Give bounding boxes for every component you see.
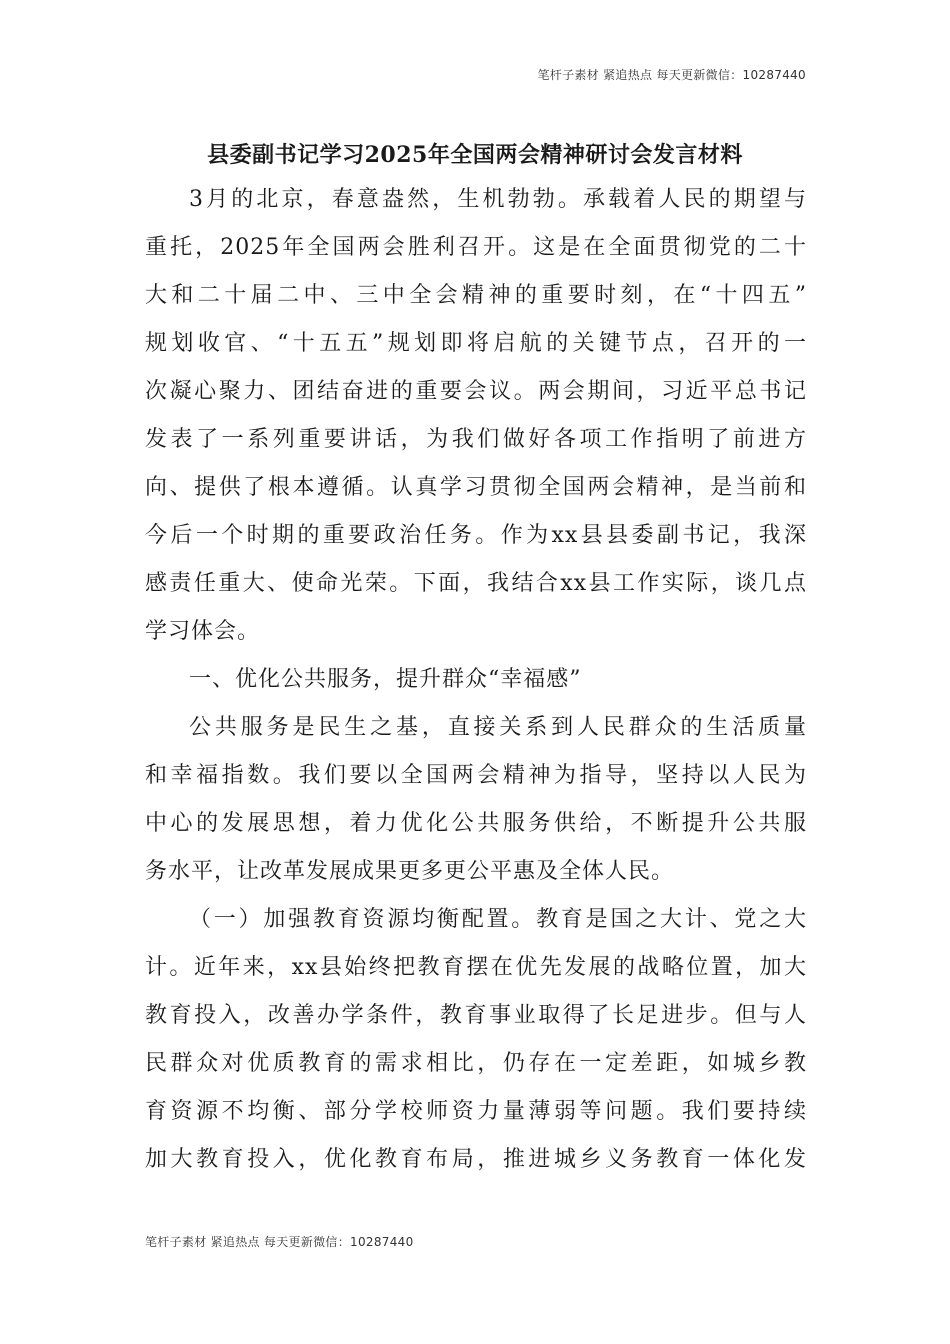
paragraph-intro (145, 176, 807, 656)
text-line: 教育投入，改善办学条件，教育事业取得了长足进步。但与人 (145, 1003, 807, 1028)
text-line: 学习体会。 (145, 619, 261, 644)
text-line: 加大教育投入，优化教育布局，推进城乡义务教育一体化发 (145, 1147, 807, 1172)
footer-watermark-note: 笔杆子素材 紧追热点 每天更新微信：10287440 (145, 1235, 414, 1249)
paragraph-education (145, 896, 807, 1184)
text-line: 发表了一系列重要讲话，为我们做好各项工作指明了前进方 (145, 427, 807, 452)
section-heading (145, 656, 807, 704)
text-line: 向、提供了根本遵循。认真学习贯彻全国两会精神，是当前和 (145, 475, 807, 500)
text-line: 育资源不均衡、部分学校师资力量薄弱等问题。我们要持续 (145, 1099, 807, 1124)
text-line: 民群众对优质教育的需求相比，仍存在一定差距，如城乡教 (145, 1051, 807, 1076)
text-line: 今后一个时期的重要政治任务。作为xx县县委副书记，我深 (145, 523, 807, 548)
text-line: 感责任重大、使命光荣。下面，我结合xx县工作实际，谈几点 (145, 571, 807, 596)
text-line: （一）加强教育资源均衡配置。教育是国之大计、党之大 (189, 907, 807, 932)
header-watermark-note: 笔杆子素材 紧追热点 每天更新微信：10287440 (537, 68, 806, 82)
paragraph-public-service (145, 704, 807, 896)
text-line: 大和二十届二中、三中全会精神的重要时刻，在“十四五” (145, 283, 807, 308)
text-line: 重托，2025年全国两会胜利召开。这是在全面贯彻党的二十 (145, 235, 807, 260)
text-line: 和幸福指数。我们要以全国两会精神为指导，坚持以人民为 (145, 763, 807, 788)
text-line: 3月的北京，春意盎然，生机勃勃。承载着人民的期望与 (189, 187, 807, 212)
text-line: 计。近年来，xx县始终把教育摆在优先发展的战略位置，加大 (145, 955, 807, 980)
text-line: 规划收官、“十五五”规划即将启航的关键节点，召开的一 (145, 331, 807, 356)
text-line: 务水平，让改革发展成果更多更公平惠及全体人民。 (145, 859, 675, 884)
text-line: 中心的发展思想，着力优化公共服务供给，不断提升公共服 (145, 811, 807, 836)
text-line: 公共服务是民生之基，直接关系到人民群众的生活质量 (189, 715, 807, 740)
document-body (145, 176, 807, 1184)
section-heading-text: 一、优化公共服务，提升群众“幸福感” (189, 667, 582, 692)
text-line: 次凝心聚力、团结奋进的重要会议。两会期间，习近平总书记 (145, 379, 807, 404)
document-title: 县委副书记学习2025年全国两会精神研讨会发言材料 (207, 142, 743, 168)
